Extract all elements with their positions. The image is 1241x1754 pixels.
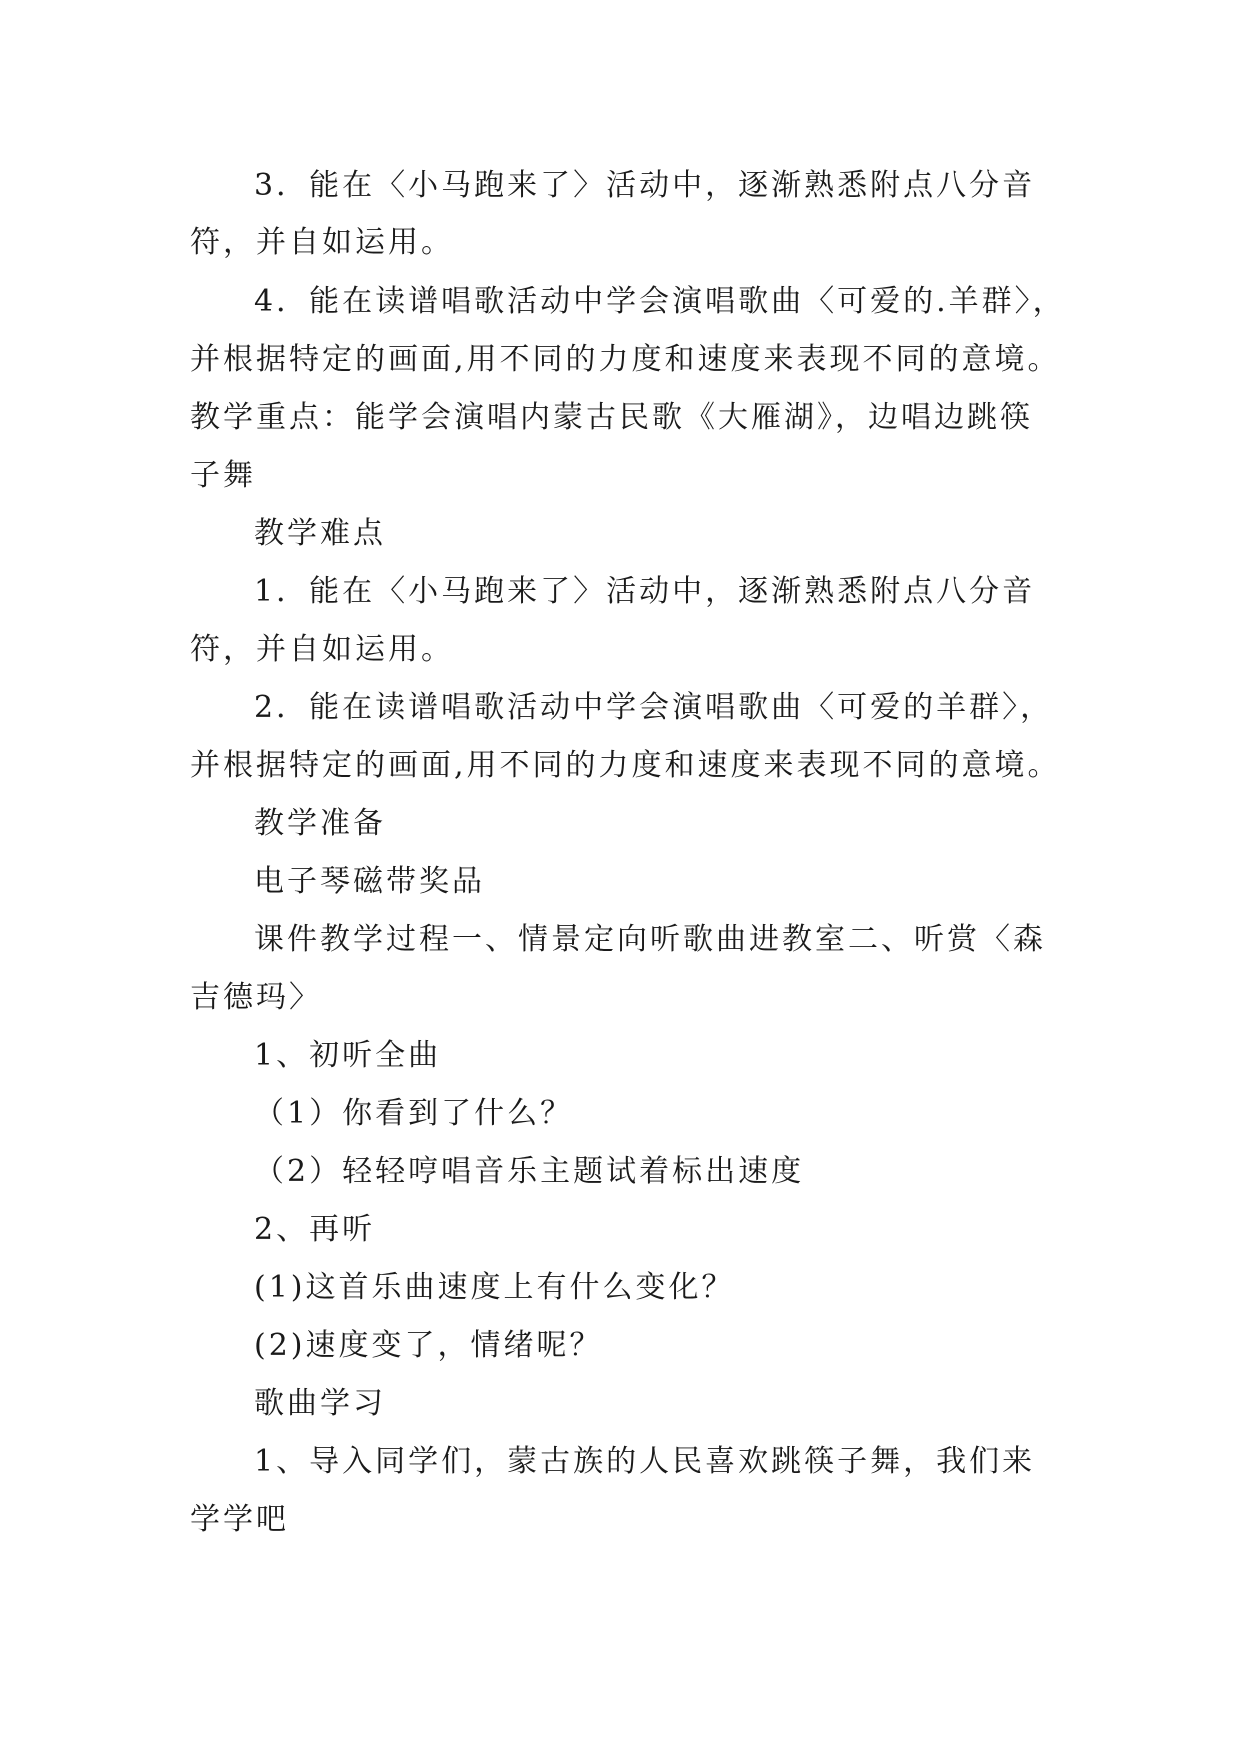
paragraph-line: 2．能在读谱唱歌活动中学会演唱歌曲〈可爱的羊群〉， <box>254 690 1054 725</box>
section-heading: 教学准备 <box>254 806 386 841</box>
list-item: (1)这首乐曲速度上有什么变化？ <box>254 1270 735 1305</box>
paragraph-line: 学学吧 <box>190 1502 289 1537</box>
paragraph-line: 课件教学过程一、情景定向听歌曲进教室二、听赏〈森 <box>254 922 1046 957</box>
section-heading: 歌曲学习 <box>254 1386 386 1421</box>
paragraph-line: 符，并自如运用。 <box>190 632 454 667</box>
paragraph-line: 子舞 <box>190 458 256 493</box>
paragraph-line: 电子琴磁带奖品 <box>254 864 485 899</box>
paragraph-line: 并根据特定的画面,用不同的力度和速度来表现不同的意境。 <box>190 342 1061 377</box>
paragraph-line: 并根据特定的画面,用不同的力度和速度来表现不同的意境。 <box>190 748 1061 783</box>
paragraph-line: 教学重点：能学会演唱内蒙古民歌《大雁湖》，边唱边跳筷 <box>190 400 1033 435</box>
list-item: （2）轻轻哼唱音乐主题试着标出速度 <box>254 1154 805 1189</box>
paragraph-line: 1、导入同学们，蒙古族的人民喜欢跳筷子舞，我们来 <box>254 1444 1036 1479</box>
list-item: （1）你看到了什么？ <box>254 1096 574 1131</box>
list-item: (2)速度变了，情绪呢？ <box>254 1328 603 1363</box>
list-item: 1、初听全曲 <box>254 1038 442 1073</box>
paragraph-line: 符，并自如运用。 <box>190 225 454 260</box>
list-item: 2、再听 <box>254 1212 376 1247</box>
paragraph-line: 4．能在读谱唱歌活动中学会演唱歌曲〈可爱的.羊群〉， <box>254 284 1066 319</box>
paragraph-line: 吉德玛〉 <box>190 980 322 1015</box>
paragraph-line: 1．能在〈小马跑来了〉活动中，逐渐熟悉附点八分音 <box>254 574 1036 609</box>
section-heading: 教学难点 <box>254 516 386 551</box>
paragraph-line: 3．能在〈小马跑来了〉活动中，逐渐熟悉附点八分音 <box>254 168 1036 203</box>
